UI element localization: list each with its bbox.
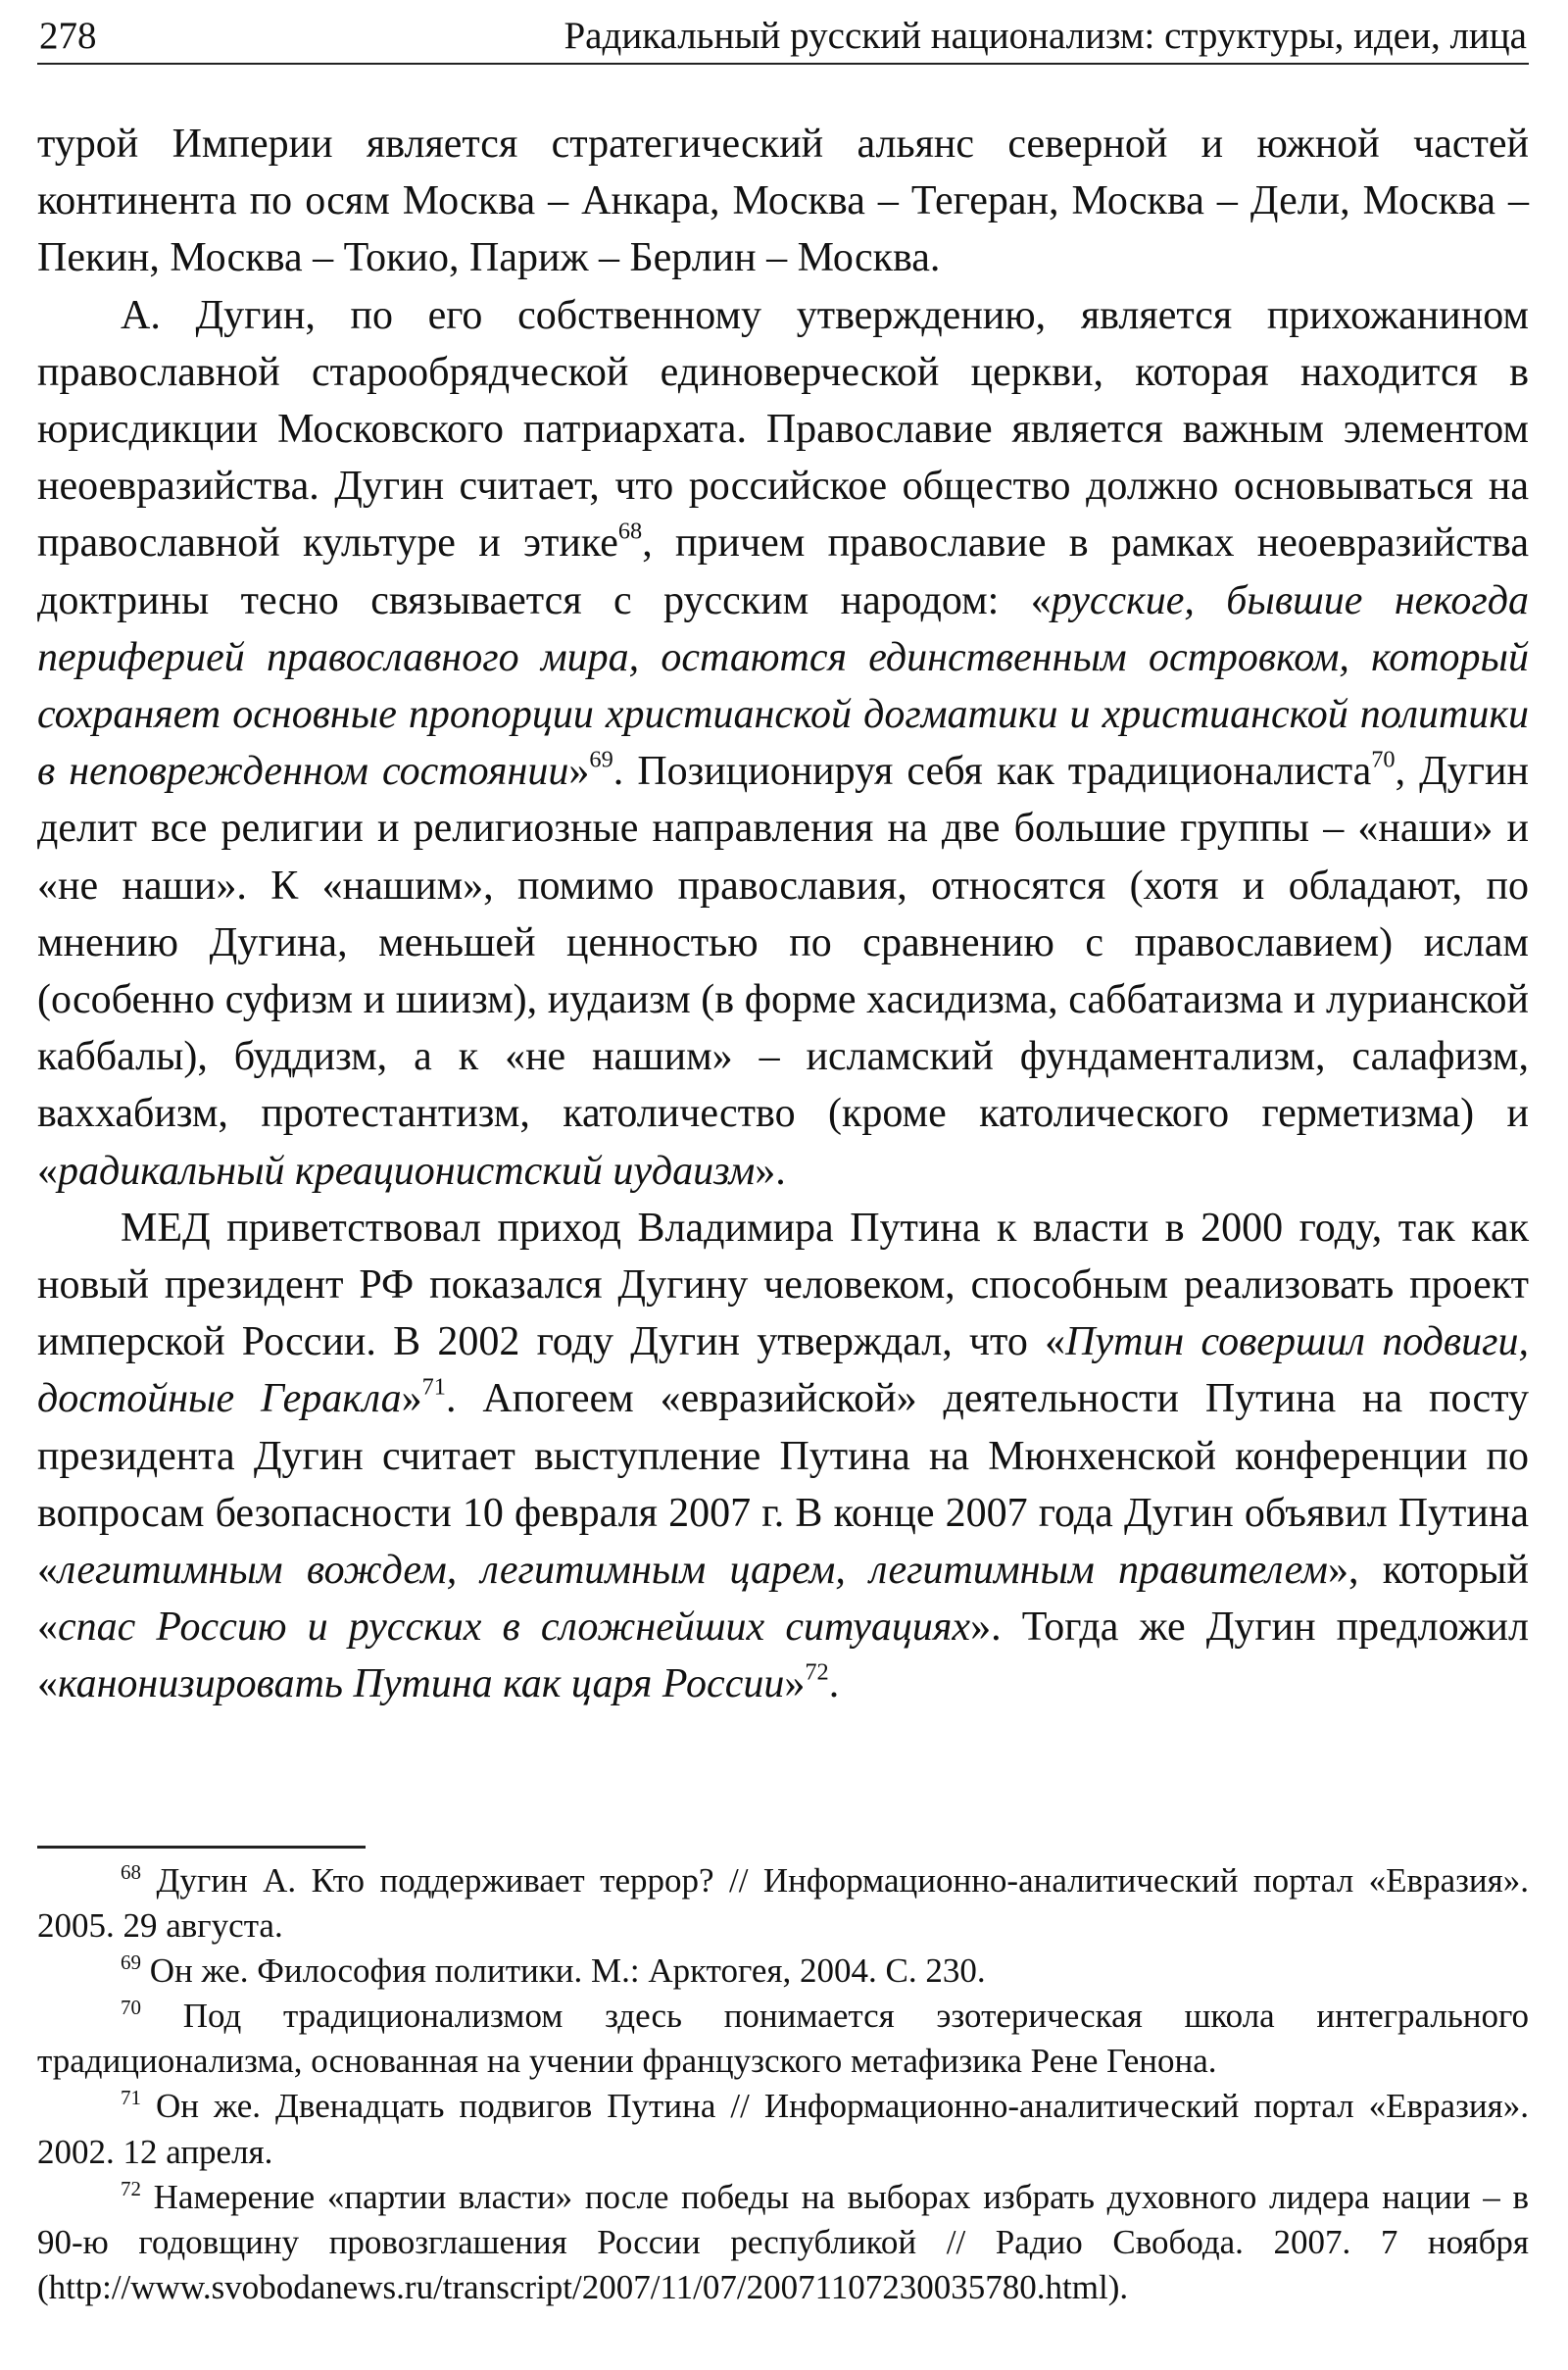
page-number: 278 [39,15,97,57]
footnote-text: Под традиционализмом здесь понимается эзотерическая школа интегрального традиционализма, основанная на учении французского метафизика Рене Генона. [37,1997,1530,2081]
footnote-ref-69[interactable]: 69 [589,746,613,773]
footnote-69 [37,1949,1529,1994]
text-run: ». Тогда же Дугин предложил « [37,1605,1529,1707]
footnote-68 [37,1858,1529,1949]
footnote-text: Он же. Философия политики. М.: Арктогея, 2004. С. 230. [149,1951,986,1991]
footnote-71 [37,2084,1529,2174]
paragraph-1: турой Империи является стратегический альянс северной и южной частей континента по осям Москва – Анкара, Москва – Тегеран, Москва – Дели, Москва – Пекин, Москва – Токио, Париж – Берлин – Москва. [37,122,1529,281]
footnote-number: 72 [121,2176,141,2200]
text-run: » [784,1661,806,1707]
text-run: МЕД приветствовал приход Владимира Путина к власти в 2000 году, так как новый президент РФ показался Дугину человеком, способным реализовать проект имперской России. В 2002 году Дугин утверждал, что « [37,1205,1529,1365]
footnote-72 [37,2175,1529,2310]
paragraph-2 [37,287,1529,1200]
footnote-number: 70 [121,1996,141,2020]
text-run: », который « [37,1548,1529,1651]
footnote-separator [37,1846,366,1849]
quote-italic: Путин совершил подвиги, достойные Геракла [37,1319,1530,1422]
text-run: А. Дугин, по его собственному утверждению, является прихожанином православной старообрядческой единоверческой церкви, которая находится в юрисдикции Московского патриархата. Православие является важным элементом неоевразийства. Дугин считает, что российское общество должно основываться на православной культуре и этике [37,292,1529,567]
running-title: Радикальный русский национализм: структуры, идеи, лица [564,15,1527,57]
quote-italic: спас Россию и русских в сложнейших ситуациях [58,1605,971,1651]
footnote-70 [37,1994,1529,2084]
footnote-text: Намерение «партии власти» после победы на выборах избрать духовного лидера нации – в 90-ю годовщину провозглашения России республикой // Радио Свобода. 2007. 7 ноября (http://www.svobodanews.ru/transcript/2007/11/07/20071107230035780.html). [37,2177,1529,2306]
footnote-number: 68 [121,1859,141,1884]
text-run: » [401,1376,422,1422]
running-header [37,12,1529,65]
footnote-number: 69 [121,1950,141,1975]
quote-italic: легитимным вождем, легитимным царем, легитимным правителем [58,1548,1328,1594]
main-text [37,116,1529,1713]
quote-italic: радикальный креационистский иудаизм [58,1148,756,1194]
footnote-ref-72[interactable]: 72 [805,1658,829,1686]
quote-italic: канонизировать Путина как царя России [58,1661,785,1707]
footnote-ref-68[interactable]: 68 [617,518,643,545]
text-run: , причем православие в рамках неоевразийства доктрины тесно связывается с русским народом: « [37,520,1529,623]
text-run: » [568,749,590,795]
text-run: . [828,1661,840,1707]
footnotes [37,1858,1529,2310]
footnote-text: Он же. Двенадцать подвигов Путина // Информационно-аналитический портал «Евразия». 2002. 12 апреля. [37,2087,1529,2171]
paragraph-3 [37,1200,1529,1713]
footnote-text: Дугин А. Кто поддерживает террор? // Информационно-аналитический портал «Евразия». 2005. 29 августа. [37,1861,1530,1946]
footnote-ref-71[interactable]: 71 [421,1373,446,1401]
text-run: ». [755,1148,786,1194]
footnote-number: 71 [121,2086,141,2110]
text-run: , Дугин делит все религии и религиозные направления на две большие группы – «наши» и «не наши». К «нашим», помимо православия, относятся (хотя и обладают, по мнению Дугина, меньшей ценностью по сравнению с православием) ислам (особенно суфизм и шиизм), иудаизм (в форме хасидизма, саббатаизма и лурианской каббалы), буддизм, а к «не нашим» – исламский фундаментализм, салафизм, ваххабизм, протестантизм, католичество (кроме католического герметизма) и « [37,749,1529,1194]
text-run: . Позиционируя себя как традиционалиста [612,749,1372,795]
quote-italic: русские, бывшие некогда периферией православного мира, остаются единственным островком, который сохраняет основные пропорции христианской догматики и христианской политики в неповрежденном состоянии [37,577,1529,795]
footnote-ref-70[interactable]: 70 [1371,746,1396,773]
text-run: . Апогеем «евразийской» деятельности Путина на посту президента Дугин считает выступление Путина на Мюнхенской конференции по вопросам безопасности 10 февраля 2007 г. В конце 2007 года Дугин объявил Путина « [37,1376,1529,1594]
